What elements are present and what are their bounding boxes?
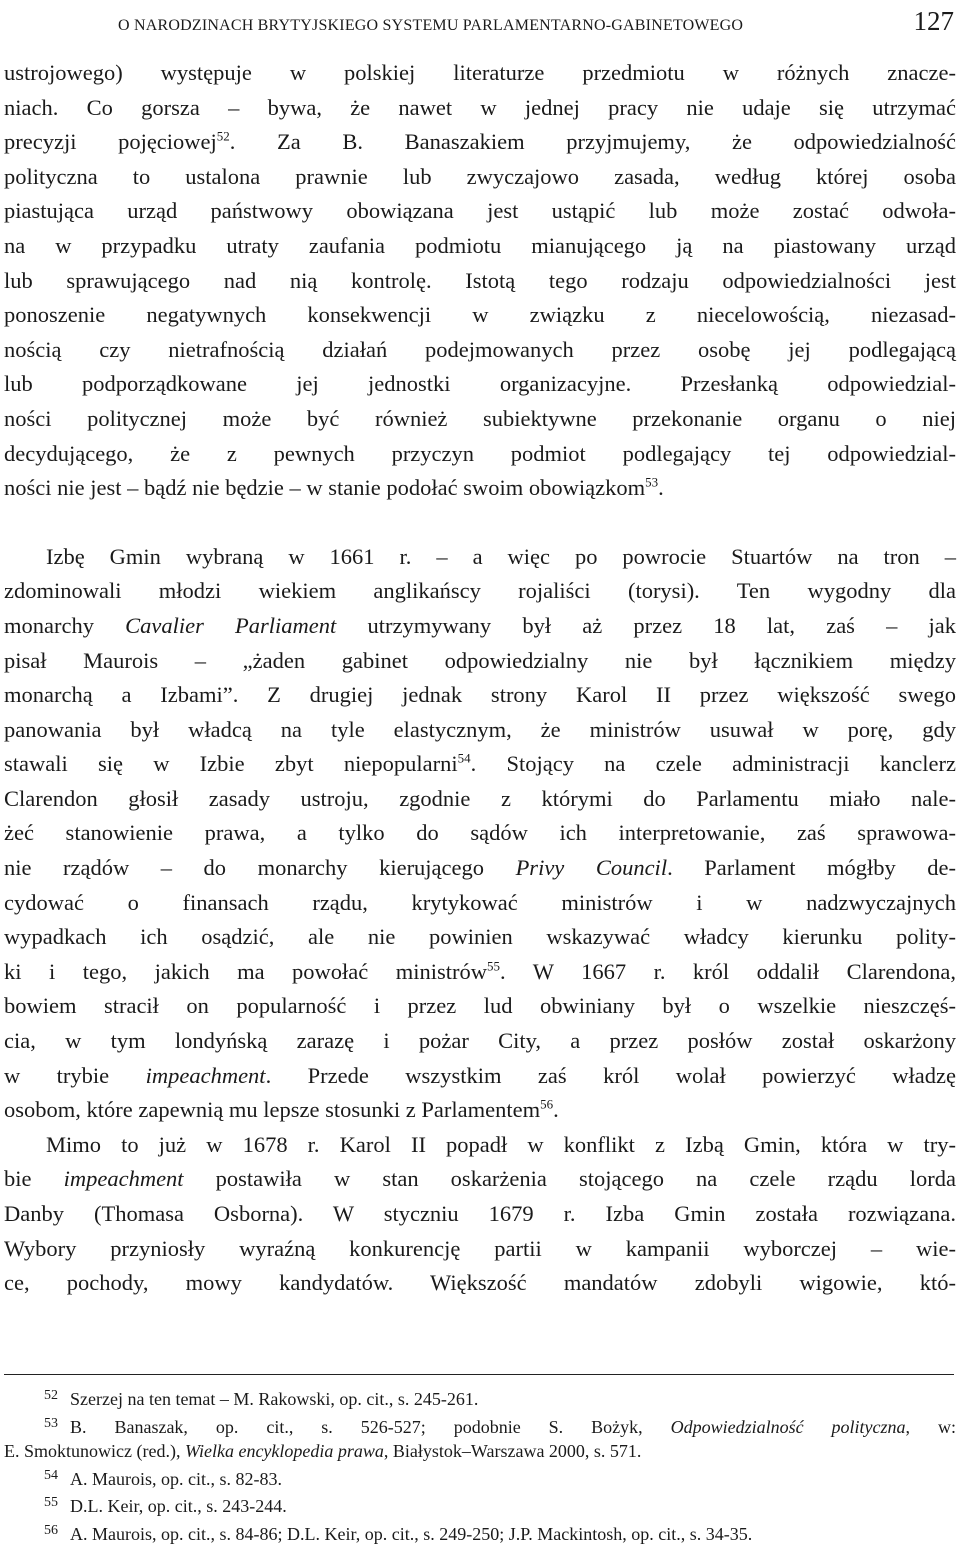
footnote-text: Szerzej na ten temat – M. Rakowski, op. cit., s. 245-261. xyxy=(70,1389,479,1409)
text-line xyxy=(4,1162,956,1197)
page-number: 127 xyxy=(913,6,954,36)
footnote-number: 54 xyxy=(44,1467,58,1483)
footnote-text: , Białystok–Warszawa 2000, s. 571. xyxy=(383,1441,642,1461)
text-line xyxy=(4,1093,956,1128)
italic-term: Privy Council xyxy=(515,855,668,881)
italic-term: impeachment xyxy=(145,1062,266,1088)
text-line: lub sprawującego nad nią kontrolę. Istotą tego rodzaju odpowiedzialności jest xyxy=(4,267,956,293)
running-header xyxy=(118,6,954,34)
text-span: stawali się w Izbie zbyt niepopularni xyxy=(4,751,458,777)
text-line: cia, w tym londyńską zarazę i pożar City, a przez posłów został oskarżony xyxy=(4,1028,956,1054)
italic-title: Wielka encyklopedia prawa xyxy=(184,1441,384,1461)
text-span: . Za B. Banaszakiem przyjmujemy, że odpowiedzialność xyxy=(229,129,957,155)
text-line: ponoszenie negatywnych konsekwencji w związku z niecelowością, niezasad- xyxy=(4,302,956,328)
footnote-ref-56[interactable]: 56 xyxy=(540,1096,554,1112)
text-line xyxy=(4,851,956,886)
paragraph-2 xyxy=(4,540,956,1128)
text-line: panowania był władcą na tyle elastycznym, że ministrów usuwał w porę, gdy xyxy=(4,716,956,742)
footnote-text: A. Maurois, op. cit., s. 82-83. xyxy=(70,1468,282,1489)
text-line xyxy=(4,125,956,160)
footnote-number: 53 xyxy=(44,1415,58,1431)
running-title: O NARODZINACH BRYTYJSKIEGO SYSTEMU PARLAMENTARNO-GABINETOWEGO xyxy=(118,17,744,34)
text-line: polityczna to ustalona prawnie lub zwyczajowo zasada, według której osoba xyxy=(4,163,956,189)
text-line: zdominowali młodzi wiekiem anglikańscy rojaliści (torysi). Ten wygodny dla xyxy=(4,578,956,604)
text-span: bie xyxy=(4,1166,64,1192)
text-line xyxy=(4,609,956,644)
footnotes xyxy=(4,1384,956,1546)
text-span: . xyxy=(658,475,664,501)
text-line xyxy=(4,471,956,506)
text-line: decydującego, że z pewnych przyczyn podmiot podlegający tej odpowiedzial- xyxy=(4,440,956,466)
text-span: . W 1667 r. król oddalił Clarendona, xyxy=(500,958,956,984)
italic-term: impeachment xyxy=(63,1166,184,1192)
text-line: Wybory przyniosły wyraźną konkurencję partii w kampanii wyborczej – wie- xyxy=(4,1235,956,1261)
footnote-54 xyxy=(4,1464,956,1492)
text-line: piastująca urząd państwowy obowiązana jest ustąpić lub może zostać odwoła- xyxy=(4,198,956,224)
text-span: osobom, które zapewnią mu lepsze stosunki z Parlamentem xyxy=(4,1097,541,1123)
text-line: bowiem stracił on popularność i przez lud obwiniany był o wszelkie nieszczęś- xyxy=(4,993,956,1019)
text-line: cydować o finansach rządu, krytykować ministrów i w nadzwyczajnych xyxy=(4,889,956,915)
footnote-ref-53[interactable]: 53 xyxy=(645,474,659,490)
footnote-56 xyxy=(4,1519,956,1547)
text-line: ności politycznej może być również subiektywne przekonanie organu o niej xyxy=(4,405,956,431)
footnote-number: 52 xyxy=(44,1388,58,1403)
text-line: Izbę Gmin wybraną w 1661 r. – a więc po powrocie Stuartów na tron – xyxy=(46,543,956,569)
text-line: Clarendon głosił zasady ustroju, zgodnie z którymi do Parlamentu miało nale- xyxy=(4,785,956,811)
footnote-ref-55[interactable]: 55 xyxy=(487,958,501,974)
text-span: precyzji pojęciowej xyxy=(4,129,217,155)
text-span: nie rządów – do monarchy kierującego xyxy=(4,855,516,881)
text-span: . Przede wszystkim zaś król wolał powierzyć władzę xyxy=(265,1062,957,1088)
text-line: pisał Maurois – „żaden gabinet odpowiedzialny nie był łącznikiem między xyxy=(4,647,956,673)
text-line: żeć stanowienie prawa, a tylko do sądów ich interpretowanie, zaś sprawowa- xyxy=(4,820,956,846)
footnote-53-continued xyxy=(4,1439,956,1464)
text-line: lub podporządkowane jej jednostki organizacyjne. Przesłanką odpowiedzial- xyxy=(4,371,956,397)
text-line: Mimo to już w 1678 r. Karol II popadł w konflikt z Izbą Gmin, która w try- xyxy=(46,1131,956,1157)
italic-title: Cavalier Parliament xyxy=(125,612,337,638)
text-span: postawiła w stan oskarżenia stojącego na czele rządu lorda xyxy=(183,1166,956,1192)
footnote-text: D.L. Keir, op. cit., s. 243-244. xyxy=(70,1496,287,1516)
text-span: utrzymywany był aż przez 18 lat, zaś – jak xyxy=(336,612,957,638)
text-line: nością czy nietrafnością działań podejmowanych przez osobę jej podlegającą xyxy=(4,336,956,362)
paragraph-1 xyxy=(4,56,956,506)
text-line xyxy=(4,955,956,990)
text-span: w trybie xyxy=(4,1062,146,1088)
text-span: ności nie jest – bądź nie będzie – w stanie podołać swoim obowiązkom xyxy=(4,475,646,501)
footnote-text: A. Maurois, op. cit., s. 84-86; D.L. Keir, op. cit., s. 249-250; J.P. Mackintosh, op. cit., s. 34-35. xyxy=(70,1523,753,1544)
text-span: . Stojący na czele administracji kanclerz xyxy=(470,751,956,777)
footnote-number: 56 xyxy=(44,1522,58,1538)
footnote-text: B. Banaszak, op. cit., s. 526-527; podobnie S. Bożyk, xyxy=(70,1416,671,1437)
text-line: niach. Co gorsza – bywa, że nawet w jednej pracy nie udaje się utrzymać xyxy=(4,94,956,120)
footnote-53 xyxy=(4,1412,956,1440)
text-span: monarchy xyxy=(4,612,126,638)
text-line xyxy=(4,1059,956,1094)
text-span: ki i tego, jakich ma powołać ministrów xyxy=(4,958,488,984)
text-line: ustrojowego) występuje w polskiej literaturze przedmiotu w różnych znacze- xyxy=(4,60,956,85)
body-text xyxy=(4,56,956,1301)
text-line: monarchą a Izbami”. Z drugiej jednak strony Karol II przez większość swego xyxy=(4,682,956,708)
text-span: . Parlament mógłby de- xyxy=(667,855,956,881)
text-line: na w przypadku utraty zaufania podmiotu mianującego ją na piastowany urząd xyxy=(4,232,956,258)
footnote-text: , w: xyxy=(905,1416,957,1437)
paragraph-3 xyxy=(4,1128,956,1301)
text-line xyxy=(4,747,956,782)
text-line: ce, pochody, mowy kandydatów. Większość mandatów zdobyli wigowie, któ- xyxy=(4,1270,956,1296)
footnote-ref-52[interactable]: 52 xyxy=(216,128,230,144)
footnote-number: 55 xyxy=(44,1495,58,1510)
footnote-ref-54[interactable]: 54 xyxy=(457,750,471,766)
text-line: Danby (Thomasa Osborna). W styczniu 1679 r. Izba Gmin została rozwiązana. xyxy=(4,1201,956,1226)
italic-title: Odpowiedzialność polityczna xyxy=(670,1416,906,1437)
text-line: wypadkach ich osądzić, ale nie powinien wskazywać władcy kierunku polity- xyxy=(4,924,956,950)
footnote-text: E. Smoktunowicz (red.), xyxy=(4,1441,185,1461)
footnote-52 xyxy=(4,1384,956,1412)
footnote-55 xyxy=(4,1491,956,1519)
paragraph-gap xyxy=(4,506,956,540)
footnote-separator xyxy=(4,1374,954,1375)
text-span: . xyxy=(553,1097,559,1123)
